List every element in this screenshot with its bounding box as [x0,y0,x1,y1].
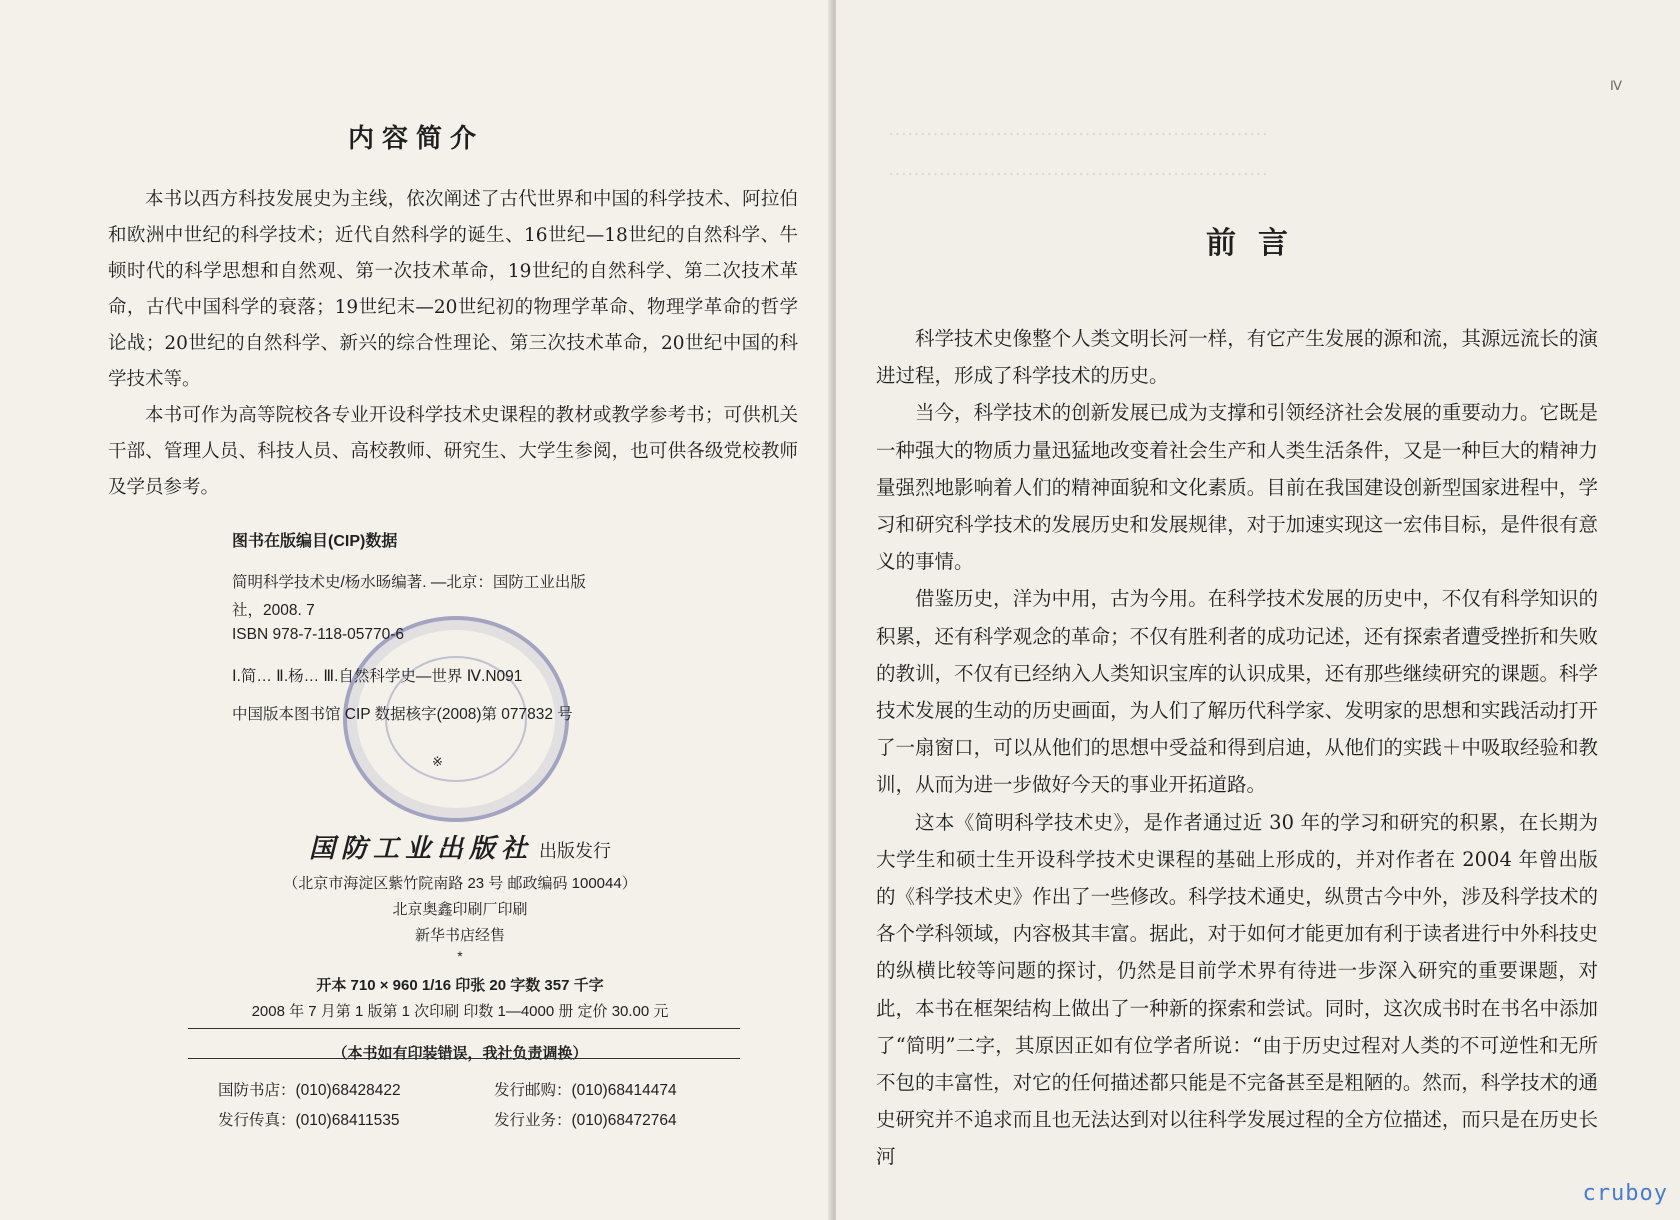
edition-line: 2008 年 7 月第 1 版第 1 次印刷 印数 1—4000 册 定价 30.00 元 [251,1003,669,1020]
preface-paragraph: 当今，科学技术的创新发展已成为支撑和引领经济社会发展的重要动力。它既是一种强大的物质力量迅猛地改变着社会生产和人类生活条件，又是一种巨大的精神力量强烈地影响着人们的精神面貌和文化素质。目前在我国建设创新型国家进程中，学习和研究科学技术的发展历史和发展规律，对于加速实现这一宏伟目标，是件很有意义的事情。 [876,401,1598,574]
preface-paragraph: 科学技术史像整个人类文明长河一样，有它产生发展的源和流，其源远流长的演进过程，形成了科学技术的历史。 [876,327,1598,388]
contact-entry: 发行业务：(010)68472764 [494,1112,677,1129]
show-through-text: …………………………………………………… [888,128,1268,150]
printer-line: 北京奥鑫印刷厂印刷 [392,901,528,918]
intro-paragraph: 本书以西方科技发展史为主线，依次阐述了古代世界和中国的科学技术、阿拉伯和欧洲中世纪的科学技术；近代自然科学的诞生、16世纪—18世纪的自然科学、牛顿时代的科学思想和自然观、第一次技术革命，19世纪的自然科学、第二次技术革命，古代中国科学的衰落；19世纪末—20世纪初的物理学革命、物理学革命的哲学论战；20世纪的自然科学、新兴的综合性理论、第三次技术革命，20世纪中国的科学技术等。 [108,189,798,390]
preface-paragraph: 借鉴历史，洋为中用，古为今用。在科学技术发展的历史中，不仅有科学知识的积累，还有科学观念的革命；不仅有胜利者的成功记述，还有探索者遭受挫折和失败的教训，不仅有已经纳入人类知识宝库的认识成果，还有那些继续研究的课题。科学技术发展的生动的历史画面，为人们了解历代科学家、发明家的思想和实践活动打开了一扇窗口，可以从他们的思想中受益和得到启迪，从他们的实践＋中吸取经验和教训，从而为进一步做好今天的事业开拓道路。 [876,587,1598,797]
preface-title: 前言 [1206,226,1310,261]
contact-entry: 发行邮购：(010)68414474 [494,1082,677,1099]
cip-publisher-line: 社，2008. 7 [232,602,315,619]
separator-asterisk: * [457,948,463,964]
publisher-address: （北京市海淀区紫竹院南路 23 号 邮政编码 100044） [283,875,637,892]
page-folio: Ⅳ [1610,78,1622,93]
contact-entry: 发行传真：(010)68411535 [218,1112,400,1129]
contact-entry: 国防书店：(010)68428422 [218,1082,401,1099]
divider [188,1028,740,1029]
intro-paragraph: 本书可作为高等院校各专业开设科学技术史课程的教材或教学参考书；可供机关干部、管理人员、科技人员、高校教师、研究生、大学生参阅，也可供各级党校教师及学员参考。 [108,405,798,498]
preface-paragraph: 这本《简明科学技术史》，是作者通过近 30 年的学习和研究的积累，在长期为大学生和硕士生开设科学技术史课程的基础上形成的，并对作者在 2004 年曾出版的《科学技术史》作出了一些修改。科学技术通史，纵贯古今中外，涉及科学技术的各个学科领域，内容极其丰富。据此，对于如何才能更加有利于读者进行中外科技史的纵横比较等问题的探讨，仍然是目前学术界有待进一步深入研究的重要课题，对此，本书在框架结构上做出了一种新的探索和尝试。同时，这次成书时在书名中添加了“简明”二字，其原因正如有位学者所说：“由于历史过程对人类的不可逆性和无所不包的丰富性，对它的任何描述都只能是不完备甚至是粗陋的。然而，科学技术的通史研究并不追求而且也无法达到对以往科学发展过程的全方位描述，而只是在历史长河 [876,810,1598,1169]
show-through-text: …………………………………………………… [888,168,1268,190]
intro-title: 内容简介 [347,124,484,154]
publisher-suffix: 出版发行 [539,841,611,861]
replacement-notice: （本书如有印装错误，我社负责调换） [332,1045,588,1062]
preface-body [876,320,1598,1176]
cip-heading: 图书在版编目(CIP)数据 [232,533,398,550]
cip-classification: Ⅰ.简… Ⅱ.杨… Ⅲ.自然科学史—世界 Ⅳ.N091 [232,668,523,685]
publisher-imprint [180,828,740,865]
cip-title-line: 简明科学技术史/杨水旸编著. —北京：国防工业出版 [232,574,586,591]
intro-body [108,182,798,506]
divider [188,1058,740,1059]
publisher-logo: 国防工业出版社 [308,834,533,864]
cip-record-number: 中国版本图书馆 CIP 数据核字(2008)第 077832 号 [232,706,573,723]
left-page [0,0,832,1220]
stamp-mark: ※ [432,754,443,769]
right-page [836,0,1680,1220]
distributor-line: 新华书店经售 [414,927,505,944]
cip-isbn: ISBN 978-7-118-05770-6 [232,626,405,643]
book-specs: 开本 710 × 960 1/16 印张 20 字数 357 千字 [316,977,604,994]
watermark-text: cruboy [1582,1181,1668,1206]
